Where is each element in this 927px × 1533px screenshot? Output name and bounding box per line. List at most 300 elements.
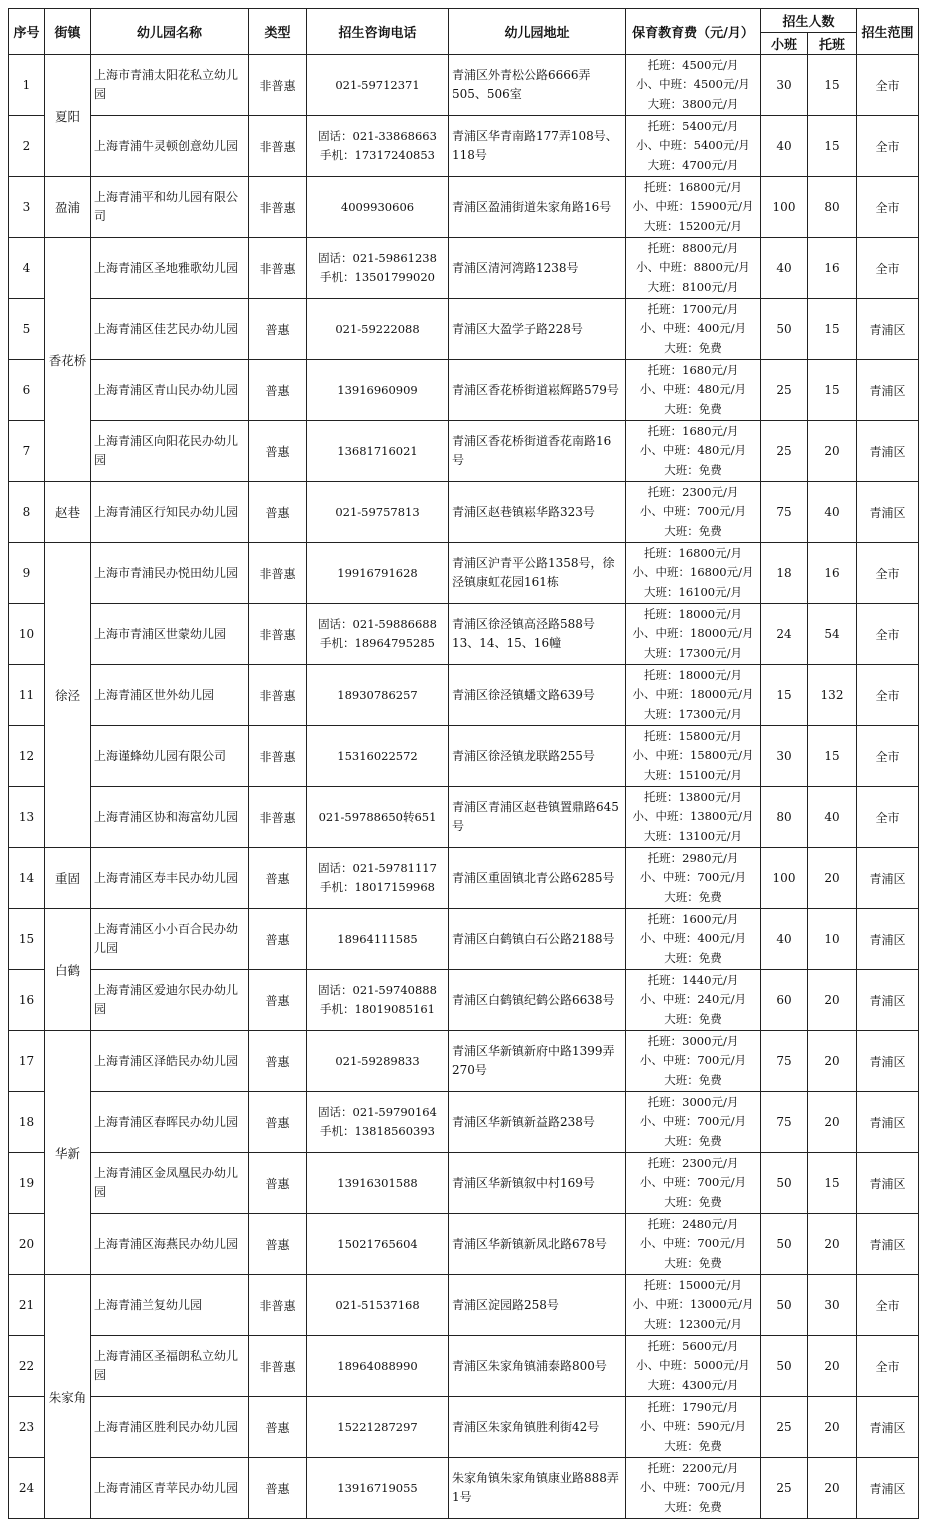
phone-cell [307,421,449,482]
address-cell: 青浦区淀园路258号 [449,1275,626,1336]
fee-line: 托班：15800元/月 [644,728,742,743]
kindergarten-name: 上海青浦区佳艺民办幼儿园 [91,299,249,360]
fee-line: 小、中班：15800元/月 [632,748,754,763]
type-cell: 非普惠 [249,238,307,299]
phone-line: 021-59788650转651 [318,809,437,824]
row-number: 11 [9,665,45,726]
fee-line: 大班：免费 [664,1072,722,1087]
type-cell: 普惠 [249,1092,307,1153]
town-cell: 香花桥 [45,238,91,482]
toddler-class-count: 20 [808,1214,857,1275]
fee-line: 托班：3000元/月 [647,1033,739,1048]
fee-line: 大班：4300元/月 [647,1377,739,1392]
scope-cell: 青浦区 [857,1153,919,1214]
town-cell: 白鹤 [45,909,91,1031]
small-class-count: 50 [761,1153,808,1214]
phone-cell [307,1458,449,1519]
table-row [9,1214,919,1275]
phone-line: 固话：021-59886688 [318,617,437,631]
table-row [9,1397,919,1458]
row-number: 8 [9,482,45,543]
toddler-class-count: 20 [808,848,857,909]
fee-cell [626,1458,761,1519]
toddler-class-count: 15 [808,55,857,116]
scope-cell: 青浦区 [857,1397,919,1458]
address-cell: 青浦区华新镇叙中村169号 [449,1153,626,1214]
town-cell: 重固 [45,848,91,909]
toddler-class-count: 15 [808,726,857,787]
row-number: 2 [9,116,45,177]
kindergarten-name: 上海青浦区圣地雅歌幼儿园 [91,238,249,299]
fee-line: 小、中班：400元/月 [639,321,747,336]
row-number: 5 [9,299,45,360]
type-cell: 普惠 [249,299,307,360]
phone-line: 13916960909 [337,382,418,397]
kindergarten-name: 上海青浦区行知民办幼儿园 [91,482,249,543]
phone-line: 18930786257 [337,687,418,702]
phone-cell [307,970,449,1031]
scope-cell: 青浦区 [857,848,919,909]
fee-line: 托班：5600元/月 [647,1338,739,1353]
table-row [9,1092,919,1153]
type-cell: 非普惠 [249,604,307,665]
fee-cell [626,1275,761,1336]
kindergarten-name: 上海市青浦民办悦田幼儿园 [91,543,249,604]
kindergarten-name: 上海青浦区圣福朗私立幼儿园 [91,1336,249,1397]
town-cell: 赵巷 [45,482,91,543]
fee-line: 托班：1700元/月 [647,301,739,316]
fee-cell [626,116,761,177]
phone-cell [307,299,449,360]
type-cell: 普惠 [249,1153,307,1214]
table-row [9,665,919,726]
fee-line: 小、中班：700元/月 [639,1236,747,1251]
phone-cell [307,482,449,543]
fee-line: 托班：1680元/月 [647,423,739,438]
fee-line: 小、中班：16800元/月 [632,565,754,580]
table-row [9,116,919,177]
scope-cell: 青浦区 [857,1458,919,1519]
address-cell: 青浦区朱家角镇浦泰路800号 [449,1336,626,1397]
address-cell: 青浦区华青南路177弄108号、118号 [449,116,626,177]
fee-line: 小、中班：8800元/月 [636,260,750,275]
type-cell: 非普惠 [249,665,307,726]
fee-line: 托班：8800元/月 [647,240,739,255]
fee-cell [626,726,761,787]
phone-line: 18964111585 [337,931,418,946]
type-cell: 非普惠 [249,55,307,116]
header-type: 类型 [249,9,307,55]
row-number: 1 [9,55,45,116]
kindergarten-name: 上海青浦区泽皓民办幼儿园 [91,1031,249,1092]
table-row [9,1275,919,1336]
fee-cell [626,299,761,360]
small-class-count: 25 [761,1458,808,1519]
fee-cell [626,665,761,726]
small-class-count: 25 [761,421,808,482]
phone-cell [307,1275,449,1336]
fee-cell [626,421,761,482]
small-class-count: 24 [761,604,808,665]
phone-line: 021-59222088 [335,321,420,336]
town-cell: 盈浦 [45,177,91,238]
toddler-class-count: 40 [808,482,857,543]
scope-cell: 全市 [857,177,919,238]
fee-line: 小、中班：700元/月 [639,1053,747,1068]
fee-line: 大班：13100元/月 [644,828,742,843]
row-number: 18 [9,1092,45,1153]
small-class-count: 75 [761,1031,808,1092]
header-address: 幼儿园地址 [449,9,626,55]
fee-cell [626,482,761,543]
fee-line: 小、中班：18000元/月 [632,626,754,641]
table-body [9,55,919,1519]
phone-cell [307,116,449,177]
type-cell: 普惠 [249,421,307,482]
fee-line: 大班：15200元/月 [644,218,742,233]
phone-cell [307,1031,449,1092]
address-cell: 青浦区盈浦街道朱家角路16号 [449,177,626,238]
address-cell: 青浦区徐泾镇蟠文路639号 [449,665,626,726]
fee-line: 小、中班：4500元/月 [636,77,750,92]
kindergarten-name: 上海青浦平和幼儿园有限公司 [91,177,249,238]
small-class-count: 75 [761,482,808,543]
fee-line: 托班：16800元/月 [644,179,742,194]
toddler-class-count: 40 [808,787,857,848]
table-row [9,360,919,421]
toddler-class-count: 20 [808,1336,857,1397]
toddler-class-count: 20 [808,1092,857,1153]
scope-cell: 青浦区 [857,1031,919,1092]
fee-line: 大班：17300元/月 [644,706,742,721]
scope-cell: 全市 [857,665,919,726]
phone-cell [307,55,449,116]
header-toddler-class: 托班 [808,33,857,55]
table-row [9,787,919,848]
toddler-class-count: 132 [808,665,857,726]
town-cell: 夏阳 [45,55,91,177]
table-row [9,909,919,970]
fee-line: 大班：12300元/月 [644,1316,742,1331]
small-class-count: 50 [761,1214,808,1275]
fee-line: 托班：2980元/月 [647,850,739,865]
address-cell: 青浦区清河湾路1238号 [449,238,626,299]
fee-cell [626,543,761,604]
town-cell: 华新 [45,1031,91,1275]
row-number: 20 [9,1214,45,1275]
fee-line: 小、中班：700元/月 [639,504,747,519]
table-row [9,726,919,787]
fee-line: 小、中班：700元/月 [639,1175,747,1190]
phone-line: 4009930606 [340,199,415,214]
phone-line: 13916301588 [337,1175,418,1190]
address-cell: 青浦区青浦区赵巷镇置鼎路645号 [449,787,626,848]
table-row [9,848,919,909]
fee-cell [626,238,761,299]
address-cell: 朱家角镇朱家角镇康业路888弄1号 [449,1458,626,1519]
fee-line: 大班：免费 [664,889,722,904]
kindergarten-name: 上海青浦区向阳花民办幼儿园 [91,421,249,482]
phone-cell [307,1153,449,1214]
scope-cell: 全市 [857,604,919,665]
fee-line: 大班：免费 [664,1438,722,1453]
phone-cell [307,665,449,726]
type-cell: 非普惠 [249,726,307,787]
type-cell: 非普惠 [249,543,307,604]
phone-cell [307,848,449,909]
toddler-class-count: 20 [808,970,857,1031]
type-cell: 非普惠 [249,177,307,238]
phone-cell [307,543,449,604]
kindergarten-name: 上海青浦兰复幼儿园 [91,1275,249,1336]
type-cell: 普惠 [249,848,307,909]
scope-cell: 青浦区 [857,421,919,482]
phone-line: 固话：021-33868663 [318,129,437,143]
fee-line: 托班：1680元/月 [647,362,739,377]
header-town: 街镇 [45,9,91,55]
toddler-class-count: 15 [808,116,857,177]
fee-line: 小、中班：700元/月 [639,1114,747,1129]
kindergarten-name: 上海青浦区小小百合民办幼儿园 [91,909,249,970]
fee-line: 托班：16800元/月 [644,545,742,560]
kindergarten-name: 上海市青浦太阳花私立幼儿园 [91,55,249,116]
address-cell: 青浦区华新镇新益路238号 [449,1092,626,1153]
phone-cell [307,1214,449,1275]
small-class-count: 50 [761,1336,808,1397]
small-class-count: 40 [761,116,808,177]
type-cell: 非普惠 [249,1336,307,1397]
header-name: 幼儿园名称 [91,9,249,55]
fee-line: 托班：1440元/月 [647,972,739,987]
fee-line: 小、中班：240元/月 [639,992,747,1007]
address-cell: 青浦区沪青平公路1358号，徐泾镇康虹花园161栋 [449,543,626,604]
type-cell: 普惠 [249,1031,307,1092]
fee-cell [626,55,761,116]
small-class-count: 40 [761,909,808,970]
table-row [9,1336,919,1397]
address-cell: 青浦区香花桥街道崧辉路579号 [449,360,626,421]
kindergarten-name: 上海青浦区青山民办幼儿园 [91,360,249,421]
phone-line: 手机：13501799020 [320,270,435,284]
toddler-class-count: 16 [808,238,857,299]
phone-cell [307,787,449,848]
fee-line: 托班：4500元/月 [647,57,739,72]
table-row [9,482,919,543]
type-cell: 普惠 [249,1397,307,1458]
phone-line: 固话：021-59781117 [318,861,437,875]
toddler-class-count: 15 [808,360,857,421]
fee-line: 小、中班：700元/月 [639,1480,747,1495]
row-number: 13 [9,787,45,848]
phone-line: 13681716021 [337,443,418,458]
table-row [9,1458,919,1519]
phone-line: 15021765604 [337,1236,418,1251]
phone-cell [307,1336,449,1397]
scope-cell: 全市 [857,787,919,848]
scope-cell: 全市 [857,116,919,177]
phone-line: 15316022572 [337,748,418,763]
row-number: 24 [9,1458,45,1519]
phone-cell [307,909,449,970]
address-cell: 青浦区华新镇新凤北路678号 [449,1214,626,1275]
fee-line: 小、中班：5000元/月 [636,1358,750,1373]
type-cell: 普惠 [249,1458,307,1519]
small-class-count: 60 [761,970,808,1031]
fee-line: 小、中班：590元/月 [639,1419,747,1434]
row-number: 17 [9,1031,45,1092]
phone-line: 15221287297 [337,1419,418,1434]
fee-line: 小、中班：5400元/月 [636,138,750,153]
row-number: 12 [9,726,45,787]
fee-line: 托班：1790元/月 [647,1399,739,1414]
header-scope: 招生范围 [857,9,919,55]
header-phone: 招生咨询电话 [307,9,449,55]
small-class-count: 25 [761,360,808,421]
town-cell: 徐泾 [45,543,91,848]
fee-line: 大班：4700元/月 [647,157,739,172]
fee-line: 大班：免费 [664,1133,722,1148]
fee-line: 小、中班：480元/月 [639,382,747,397]
phone-line: 手机：18964795285 [320,636,435,650]
kindergarten-name: 上海市青浦区世蒙幼儿园 [91,604,249,665]
address-cell: 青浦区白鹤镇纪鹤公路6638号 [449,970,626,1031]
small-class-count: 18 [761,543,808,604]
fee-line: 大班：免费 [664,1499,722,1514]
address-cell: 青浦区赵巷镇崧华路323号 [449,482,626,543]
phone-line: 021-59289833 [335,1053,420,1068]
table-row [9,421,919,482]
phone-cell [307,238,449,299]
fee-cell [626,1031,761,1092]
fee-line: 大班：17300元/月 [644,645,742,660]
fee-line: 大班：3800元/月 [647,96,739,111]
fee-line: 托班：2480元/月 [647,1216,739,1231]
type-cell: 非普惠 [249,1275,307,1336]
fee-cell [626,1214,761,1275]
address-cell: 青浦区白鹤镇白石公路2188号 [449,909,626,970]
phone-line: 19916791628 [337,565,418,580]
small-class-count: 50 [761,1275,808,1336]
phone-line: 021-59757813 [335,504,420,519]
fee-line: 小、中班：13000元/月 [632,1297,754,1312]
town-cell: 朱家角 [45,1275,91,1519]
phone-cell [307,1092,449,1153]
kindergarten-name: 上海青浦区胜利民办幼儿园 [91,1397,249,1458]
scope-cell: 青浦区 [857,360,919,421]
toddler-class-count: 54 [808,604,857,665]
fee-line: 小、中班：15900元/月 [632,199,754,214]
fee-line: 大班：15100元/月 [644,767,742,782]
phone-line: 固话：021-59790164 [318,1105,437,1119]
scope-cell: 全市 [857,1275,919,1336]
phone-line: 13916719055 [337,1480,418,1495]
fee-line: 小、中班：480元/月 [639,443,747,458]
toddler-class-count: 20 [808,1031,857,1092]
phone-line: 021-59712371 [335,77,420,92]
address-cell: 青浦区香花桥街道香花南路16号 [449,421,626,482]
fee-line: 托班：5400元/月 [647,118,739,133]
kindergarten-name: 上海青浦区青苹民办幼儿园 [91,1458,249,1519]
row-number: 14 [9,848,45,909]
fee-line: 托班：18000元/月 [644,606,742,621]
fee-line: 大班：免费 [664,523,722,538]
small-class-count: 30 [761,726,808,787]
scope-cell: 全市 [857,55,919,116]
kindergarten-name: 上海青浦区寿丰民办幼儿园 [91,848,249,909]
table-row [9,299,919,360]
table-row [9,970,919,1031]
table-row [9,177,919,238]
fee-cell [626,970,761,1031]
phone-line: 固话：021-59740888 [318,983,437,997]
fee-line: 托班：3000元/月 [647,1094,739,1109]
type-cell: 普惠 [249,909,307,970]
scope-cell: 青浦区 [857,1092,919,1153]
type-cell: 非普惠 [249,787,307,848]
fee-line: 小、中班：400元/月 [639,931,747,946]
address-cell: 青浦区重固镇北青公路6285号 [449,848,626,909]
scope-cell: 全市 [857,1336,919,1397]
fee-cell [626,177,761,238]
fee-line: 大班：免费 [664,1194,722,1209]
phone-cell [307,726,449,787]
fee-line: 大班：免费 [664,401,722,416]
phone-cell [307,360,449,421]
fee-line: 托班：2200元/月 [647,1460,739,1475]
fee-line: 托班：15000元/月 [644,1277,742,1292]
toddler-class-count: 80 [808,177,857,238]
row-number: 21 [9,1275,45,1336]
kindergarten-name: 上海青浦区爱迪尔民办幼儿园 [91,970,249,1031]
kindergarten-name: 上海青浦区协和海富幼儿园 [91,787,249,848]
fee-cell [626,787,761,848]
fee-line: 大班：免费 [664,950,722,965]
toddler-class-count: 20 [808,1458,857,1519]
table-row [9,238,919,299]
row-number: 16 [9,970,45,1031]
row-number: 10 [9,604,45,665]
fee-line: 小、中班：700元/月 [639,870,747,885]
address-cell: 青浦区大盈学子路228号 [449,299,626,360]
row-number: 4 [9,238,45,299]
small-class-count: 75 [761,1092,808,1153]
toddler-class-count: 15 [808,299,857,360]
row-number: 23 [9,1397,45,1458]
fee-cell [626,604,761,665]
small-class-count: 100 [761,848,808,909]
scope-cell: 青浦区 [857,1214,919,1275]
fee-line: 大班：16100元/月 [644,584,742,599]
fee-cell [626,360,761,421]
row-number: 3 [9,177,45,238]
fee-line: 托班：1600元/月 [647,911,739,926]
fee-line: 大班：8100元/月 [647,279,739,294]
fee-cell [626,1092,761,1153]
kindergarten-name: 上海青浦区世外幼儿园 [91,665,249,726]
address-cell: 青浦区朱家角镇胜利街42号 [449,1397,626,1458]
fee-line: 大班：免费 [664,1255,722,1270]
address-cell: 青浦区外青松公路6666弄505、506室 [449,55,626,116]
table-row [9,1031,919,1092]
fee-line: 大班：免费 [664,1011,722,1026]
kindergarten-name: 上海青浦区海燕民办幼儿园 [91,1214,249,1275]
type-cell: 普惠 [249,1214,307,1275]
fee-cell [626,909,761,970]
table-row [9,1153,919,1214]
toddler-class-count: 10 [808,909,857,970]
fee-cell [626,1336,761,1397]
phone-cell [307,1397,449,1458]
